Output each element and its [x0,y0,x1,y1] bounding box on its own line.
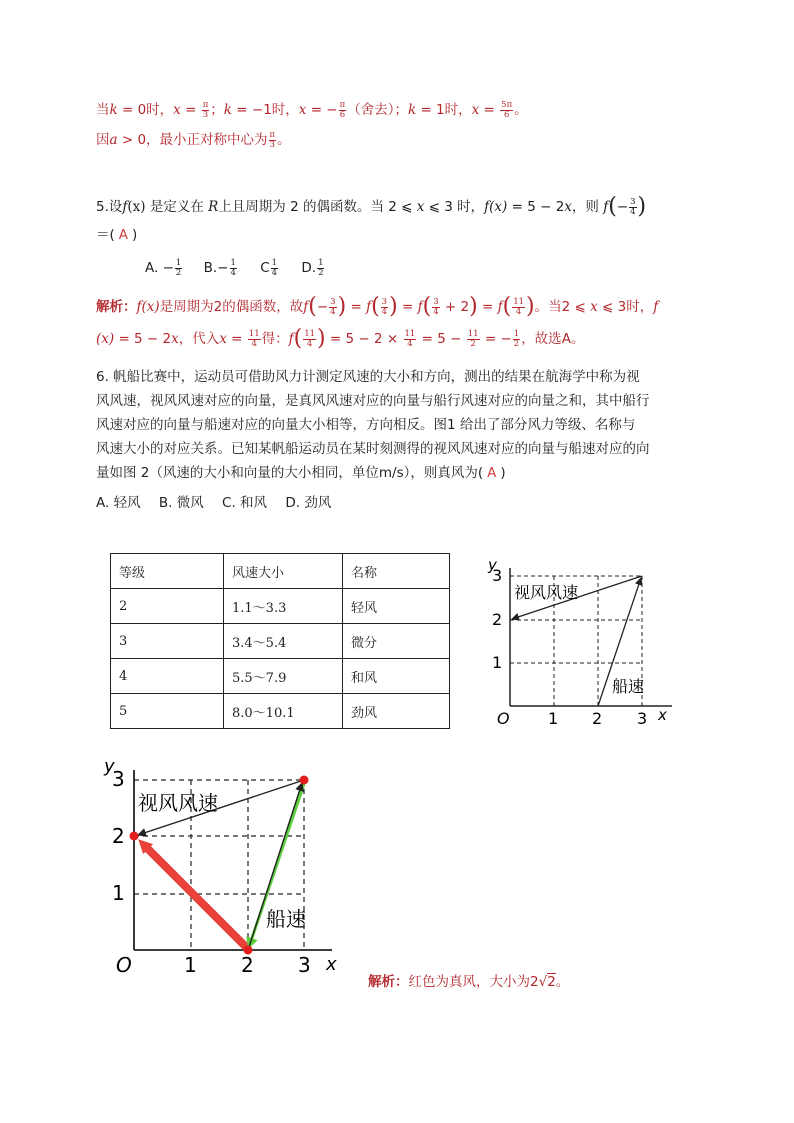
numerator: π [269,129,276,140]
q5-blank [96,225,137,245]
denominator: 2 [318,267,324,278]
var-f: f [122,199,128,215]
apparent-wind-label: 视风风速 [138,791,218,815]
paren: ( [608,194,617,219]
table-row [111,659,450,694]
fraction [432,298,439,317]
numerator: 1 [230,257,236,268]
text: = [226,331,247,347]
ship-velocity-label: 船速 [612,677,645,696]
denominator: 4 [515,306,522,317]
var-k: k [223,102,232,118]
table-cell: 微分 [343,624,450,659]
prev-solution-line-2 [96,130,291,150]
text: 是周期为2的偶函数，故 [159,299,304,315]
y-axis-label: y [104,756,115,777]
text: = 5 − 2 × [325,331,403,347]
text: 量如图 2（风速的大小和向量的大小相同，单位m/s），则真风为( [96,465,484,481]
header-cell: 风速大小 [224,554,343,589]
table-cell: 3.4～5.4 [224,624,343,659]
label: C [260,260,270,276]
text: (x) [127,199,146,215]
text: 。 [277,132,291,148]
table-cell: 轻风 [343,589,450,624]
table-row [111,694,450,729]
numerator: 3 [433,296,439,307]
table-cell: 5.5～7.9 [224,659,343,694]
var-f: f [603,199,609,215]
fraction [500,101,513,120]
table-cell: 2 [111,589,224,624]
var-x: x [471,102,480,118]
text: f(x) [136,299,160,315]
var-R: R [208,199,219,215]
denominator: 2 [175,267,182,278]
text: ，则 [571,199,604,215]
var-f: f [366,299,372,315]
text: = 1时， [416,102,472,118]
var-x: x [590,299,598,315]
denominator: 4 [271,267,278,278]
sqrt-sign: √ [538,974,548,990]
option-c: C. 和风 [222,495,268,511]
text: 。 [514,102,528,118]
numerator: 11 [467,328,479,339]
paren: ( [308,294,317,319]
origin-label: O [116,953,132,977]
option-b [203,257,238,278]
table-cell: 和风 [343,659,450,694]
y-axis-label: y [488,556,497,574]
text: ，故选 [521,331,562,347]
var-f: f [653,299,659,315]
text: 因 [96,132,110,148]
numerator: 11 [513,296,525,307]
table-row [111,624,450,659]
label: A. − [145,260,174,276]
answer-mark: A [487,465,497,481]
option-b: B. 微风 [158,495,204,511]
y-tick-1: 1 [112,881,125,905]
numerator: 1 [513,328,520,339]
q6-line-5 [96,463,506,483]
var-x: x [298,102,307,118]
y-tick-2: 2 [112,824,125,848]
text: > 0，最小正对称中心为 [117,132,268,148]
y-tick-2: 2 [492,610,503,629]
text: ＝( [96,227,115,243]
x-tick-3: 3 [298,953,311,977]
paren: ) [389,294,398,319]
q5-solution-line-2 [96,326,585,351]
paren: ( [293,326,303,351]
y-tick-3: 3 [492,566,503,585]
text: 。当2 ⩽ [534,299,591,315]
table-header-row [111,554,450,589]
q5-solution-line-1 [96,294,659,319]
apparent-wind-label: 视风风速 [514,583,579,602]
text: 5.设 [96,199,123,215]
prev-solution-line-1 [96,100,528,120]
fraction [467,330,480,349]
solution-label: 解析： [96,299,137,315]
paren: ( [502,294,512,319]
var-f: f [417,299,423,315]
denominator: 4 [306,338,313,349]
fraction [317,259,324,278]
header-cell: 等级 [111,554,224,589]
point-end-top [300,776,309,785]
fraction [339,101,347,120]
numerator: 11 [404,328,416,339]
vector-graph-small [484,548,684,738]
q6-options [96,493,331,513]
denominator: 6 [339,109,346,120]
var-k: k [407,102,417,118]
text: ； [210,102,224,118]
q5-stem [96,194,647,219]
text: = 5 − [417,331,466,347]
denominator: 4 [381,306,388,317]
text: ) [500,465,506,481]
q6-line-2: 风风速，视风风速对应的向量，是真风风速对应的向量与船行风速对应的向量之和，其中船行 [96,393,650,409]
text: = [479,102,500,118]
table-cell: 5 [111,694,224,729]
text: = 5 − 2 [114,331,172,347]
text: A [561,331,571,347]
table-cell: 4 [111,659,224,694]
text: (x) [96,331,115,347]
var-k: k [109,102,118,118]
numerator: 3 [330,296,336,307]
label: B.− [203,260,229,276]
x-axis-label: x [326,954,337,975]
var-f: f [288,331,294,347]
y-tick-3: 3 [112,767,125,791]
y-tick-1: 1 [492,653,503,672]
var-x: x [416,199,425,215]
numerator: 11 [304,328,316,339]
table-cell: 3 [111,624,224,659]
var-f: f [303,299,309,315]
denominator: 2 [470,338,476,349]
option-d [301,257,325,278]
text: = −1时， [231,102,299,118]
text: （舍去）； [347,102,408,118]
paren: ) [337,294,347,319]
fraction [175,259,182,278]
numerator: 3 [630,196,636,207]
text: − [616,199,629,215]
text: f(x) [484,199,508,215]
fraction [271,259,278,278]
text: 。 [555,974,570,990]
x-tick-2: 2 [241,953,254,977]
numerator: 1 [318,257,324,268]
answer-mark: A [118,227,129,243]
fraction [329,298,336,317]
table-cell: 劲风 [343,694,450,729]
paren: ) [469,294,478,319]
fraction [513,330,520,349]
text: = − [480,331,512,347]
text: = [180,102,201,118]
q5-options [145,258,325,278]
q6-solution [368,972,569,992]
fraction [230,259,237,278]
table-cell: 8.0～10.1 [224,694,343,729]
x-tick-1: 1 [184,953,197,977]
table-cell: 1.1～3.3 [224,589,343,624]
text: 当 [96,102,110,118]
numerator: 1 [271,257,278,268]
q6-line-1: 6. 帆船比赛中，运动员可借助风力计测定风速的大小和方向，测出的结果在航海学中称为视 [96,369,640,385]
denominator: 4 [230,267,236,278]
header-cell: 名称 [343,554,450,589]
denominator: 4 [251,338,257,349]
numerator: 1 [175,257,182,268]
x-tick-2: 2 [592,709,603,728]
text: + 2 [440,299,470,315]
fraction [404,330,417,349]
text: ) [132,227,138,243]
var-a: a [109,132,118,148]
text: 红色为真风，大小为2 [408,974,539,990]
numerator: π [339,99,346,110]
fraction [269,131,277,150]
text: = 5 − 2 [507,199,565,215]
solution-label: 解析： [368,974,409,990]
x-tick-3: 3 [637,709,648,728]
denominator: 3 [202,109,209,120]
option-c [260,257,279,278]
option-a [145,257,183,278]
text: = [477,299,498,315]
denominator: 3 [269,139,276,150]
table-row [111,589,450,624]
var-x: x [219,331,227,347]
q6-line-3: 风速对应的向量与船速对应的向量大小相等，方向相反。图1 给出了部分风力等级、名称与 [96,417,636,433]
origin-label: O [497,709,510,728]
radicand: 2 [547,974,556,990]
ship-velocity-label: 船速 [266,907,306,931]
option-a: A. 轻风 [96,495,141,511]
x-axis-label: x [658,706,667,724]
denominator: 2 [513,338,520,349]
paren: ( [371,294,380,319]
text: ⩽ 3 时， [424,199,485,215]
denominator: 4 [407,338,413,349]
paren: ( [422,294,432,319]
fraction [381,298,388,317]
numerator: 5π [501,99,513,110]
vector-graph-large [100,748,350,983]
point-end-left [130,832,139,841]
text: 得： [261,331,289,347]
fraction [303,330,316,349]
paren: ) [637,194,647,219]
denominator: 4 [433,306,439,317]
text: = − [306,102,338,118]
true-wind-vector [146,847,246,947]
x-tick-1: 1 [548,709,559,728]
text: = 0时， [117,102,174,118]
fraction [512,298,525,317]
var-x: x [173,102,181,118]
numerator: 3 [381,296,388,307]
q6-line-4: 风速大小的对应关系。已知某帆船运动员在某时刻测得的视风风速对应的向量与船速对应的向 [96,441,650,457]
numerator: 11 [248,328,260,339]
paren: ) [317,326,326,351]
numerator: π [202,99,209,110]
denominator: 4 [630,206,636,217]
text: = [346,299,367,315]
fraction [202,101,210,120]
text: 是定义在 [145,199,209,215]
text: ，代入 [178,331,220,347]
text: 。 [570,331,585,347]
denominator: 4 [330,306,336,317]
option-d: D. 劲风 [285,495,332,511]
denominator: 6 [503,109,510,120]
var-f: f [497,299,503,315]
var-x: x [171,331,179,347]
label: D. [301,260,317,276]
paren: ) [526,294,535,319]
text: ⩽ 3时， [597,299,654,315]
var-x: x [564,199,572,215]
fraction [629,198,636,217]
text: = [397,299,418,315]
text: 上且周期为 2 的偶函数。当 2 ⩽ [218,199,417,215]
text: − [316,299,329,315]
fraction [248,330,261,349]
wind-scale-table [110,553,450,729]
